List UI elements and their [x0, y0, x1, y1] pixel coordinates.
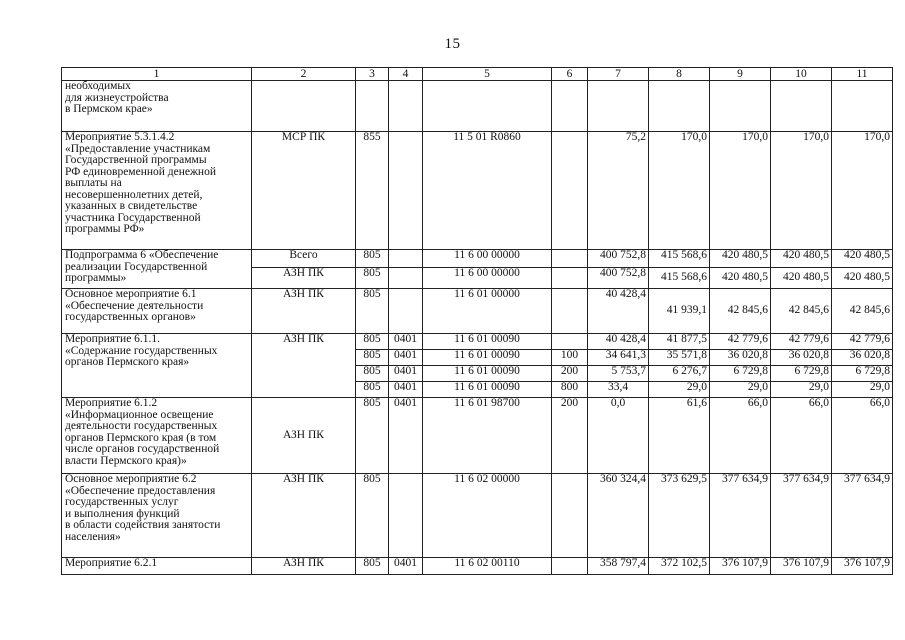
value-cell: 360 324,4	[588, 474, 649, 558]
code-cell	[552, 289, 588, 334]
value-cell: 400 752,8	[588, 268, 649, 289]
code-cell: 805	[356, 334, 389, 350]
value-cell: 42 845,6	[710, 289, 771, 334]
value-cell: 420 480,5	[771, 250, 832, 268]
code-cell: 11 6 01 98700	[423, 398, 552, 474]
administrator-cell: АЗН ПК	[252, 398, 356, 474]
column-header: 5	[423, 68, 552, 81]
administrator-cell: АЗН ПК	[252, 558, 356, 575]
table-row	[62, 558, 893, 575]
code-cell	[552, 81, 588, 132]
code-cell	[552, 334, 588, 350]
value-cell: 40 428,4	[588, 289, 649, 334]
code-cell: 800	[552, 382, 588, 398]
code-cell: 805	[356, 250, 389, 268]
administrator-cell: Всего	[252, 250, 356, 268]
value-cell: 42 779,6	[771, 334, 832, 350]
administrator-cell: МСР ПК	[252, 132, 356, 250]
value-cell: 376 107,9	[832, 558, 893, 575]
code-cell: 11 6 01 00090	[423, 334, 552, 350]
value-cell: 42 779,6	[710, 334, 771, 350]
table-row	[62, 474, 893, 558]
table-row	[62, 334, 893, 350]
row-name: Мероприятие 6.2.1	[62, 558, 252, 575]
value-cell	[588, 81, 649, 132]
value-cell: 42 845,6	[832, 289, 893, 334]
code-cell: 0401	[389, 398, 423, 474]
code-cell	[389, 250, 423, 268]
value-cell: 420 480,5	[771, 268, 832, 289]
value-cell: 358 797,4	[588, 558, 649, 575]
code-cell: 805	[356, 398, 389, 474]
value-cell: 61,6	[649, 398, 710, 474]
value-cell: 6 729,8	[832, 366, 893, 382]
code-cell: 200	[552, 398, 588, 474]
value-cell: 66,0	[771, 398, 832, 474]
column-header: 3	[356, 68, 389, 81]
code-cell: 11 6 00 00000	[423, 250, 552, 268]
value-cell: 29,0	[832, 382, 893, 398]
value-cell: 372 102,5	[649, 558, 710, 575]
code-cell: 855	[356, 132, 389, 250]
administrator-cell: АЗН ПК	[252, 289, 356, 334]
row-name: Мероприятие 6.1.2 «Информационное освещение деятельности государственных органов Пермского края (в том числе органов государственной власти Пермского края)»	[62, 398, 252, 474]
column-header: 8	[649, 68, 710, 81]
code-cell: 0401	[389, 382, 423, 398]
value-cell: 36 020,8	[771, 350, 832, 366]
value-cell: 415 568,6	[649, 250, 710, 268]
administrator-cell: АЗН ПК	[252, 474, 356, 558]
page-number: 15	[444, 36, 461, 52]
column-header: 11	[832, 68, 893, 81]
code-cell: 11 6 01 00000	[423, 289, 552, 334]
code-cell	[423, 81, 552, 132]
administrator-cell	[252, 81, 356, 132]
value-cell: 6 276,7	[649, 366, 710, 382]
code-cell: 11 5 01 R0860	[423, 132, 552, 250]
code-cell	[552, 558, 588, 575]
code-cell	[389, 268, 423, 289]
value-cell: 36 020,8	[710, 350, 771, 366]
value-cell: 66,0	[832, 398, 893, 474]
row-name: Основное мероприятие 6.2 «Обеспечение предоставления государственных услуг и выполнения функций в области содействия занятости населения»	[62, 474, 252, 558]
code-cell: 805	[356, 366, 389, 382]
value-cell: 170,0	[710, 132, 771, 250]
value-cell: 34 641,3	[588, 350, 649, 366]
code-cell: 0401	[389, 334, 423, 350]
table-row	[62, 289, 893, 334]
code-cell: 805	[356, 382, 389, 398]
value-cell: 420 480,5	[710, 268, 771, 289]
column-header: 1	[62, 68, 252, 81]
code-cell: 100	[552, 350, 588, 366]
row-name: Мероприятие 6.1.1. «Содержание государственных органов Пермского края»	[62, 334, 252, 398]
value-cell: 170,0	[832, 132, 893, 250]
value-cell: 42 845,6	[771, 289, 832, 334]
value-cell: 170,0	[649, 132, 710, 250]
value-cell: 29,0	[710, 382, 771, 398]
code-cell: 11 6 01 00090	[423, 350, 552, 366]
code-cell: 11 6 00 00000	[423, 268, 552, 289]
value-cell: 376 107,9	[710, 558, 771, 575]
value-cell: 41 939,1	[649, 289, 710, 334]
table-row	[62, 132, 893, 250]
administrator-cell: АЗН ПК	[252, 268, 356, 289]
value-cell: 29,0	[771, 382, 832, 398]
value-cell: 35 571,8	[649, 350, 710, 366]
value-cell: 42 779,6	[832, 334, 893, 350]
code-cell	[552, 132, 588, 250]
code-cell	[389, 474, 423, 558]
table-row	[62, 81, 893, 132]
value-cell: 6 729,8	[771, 366, 832, 382]
value-cell: 33,4	[588, 382, 649, 398]
code-cell: 11 6 02 00110	[423, 558, 552, 575]
value-cell: 376 107,9	[771, 558, 832, 575]
column-header: 2	[252, 68, 356, 81]
row-name: Основное мероприятие 6.1 «Обеспечение деятельности государственных органов»	[62, 289, 252, 334]
code-cell: 0401	[389, 558, 423, 575]
column-header: 4	[389, 68, 423, 81]
value-cell: 400 752,8	[588, 250, 649, 268]
code-cell: 0401	[389, 350, 423, 366]
table-row	[62, 250, 893, 268]
value-cell	[649, 81, 710, 132]
code-cell: 0401	[389, 366, 423, 382]
column-header: 6	[552, 68, 588, 81]
code-cell: 805	[356, 474, 389, 558]
code-cell: 11 6 01 00090	[423, 366, 552, 382]
code-cell	[389, 81, 423, 132]
value-cell: 36 020,8	[832, 350, 893, 366]
value-cell	[771, 81, 832, 132]
value-cell: 377 634,9	[710, 474, 771, 558]
column-header: 7	[588, 68, 649, 81]
code-cell: 11 6 02 00000	[423, 474, 552, 558]
value-cell: 420 480,5	[832, 250, 893, 268]
code-cell: 805	[356, 558, 389, 575]
value-cell: 420 480,5	[710, 250, 771, 268]
value-cell: 29,0	[649, 382, 710, 398]
value-cell: 5 753,7	[588, 366, 649, 382]
code-cell	[552, 268, 588, 289]
value-cell	[832, 81, 893, 132]
code-cell: 805	[356, 289, 389, 334]
column-number-row	[62, 68, 893, 81]
code-cell	[552, 474, 588, 558]
row-name: Подпрограмма 6 «Обеспечение реализации Государственной программы»	[62, 250, 252, 289]
budget-table	[61, 67, 893, 575]
value-cell: 420 480,5	[832, 268, 893, 289]
code-cell	[552, 250, 588, 268]
column-header: 9	[710, 68, 771, 81]
column-header: 10	[771, 68, 832, 81]
code-cell: 200	[552, 366, 588, 382]
code-cell: 805	[356, 350, 389, 366]
value-cell: 40 428,4	[588, 334, 649, 350]
value-cell: 415 568,6	[649, 268, 710, 289]
administrator-cell: АЗН ПК	[252, 334, 356, 398]
row-name: Мероприятие 5.3.1.4.2 «Предоставление участникам Государственной программы РФ единовременной денежной выплаты на несовершеннолетних детей, указанных в свидетельстве участника Государственной программы РФ»	[62, 132, 252, 250]
table-row	[62, 398, 893, 474]
value-cell: 377 634,9	[832, 474, 893, 558]
value-cell: 377 634,9	[771, 474, 832, 558]
code-cell	[356, 81, 389, 132]
row-name: необходимых для жизнеустройства в Пермском крае»	[62, 81, 252, 132]
value-cell: 170,0	[771, 132, 832, 250]
code-cell: 11 6 01 00090	[423, 382, 552, 398]
code-cell: 805	[356, 268, 389, 289]
value-cell: 6 729,8	[710, 366, 771, 382]
value-cell: 75,2	[588, 132, 649, 250]
code-cell	[389, 132, 423, 250]
value-cell: 66,0	[710, 398, 771, 474]
value-cell	[710, 81, 771, 132]
value-cell: 41 877,5	[649, 334, 710, 350]
value-cell: 0,0	[588, 398, 649, 474]
code-cell	[389, 289, 423, 334]
value-cell: 373 629,5	[649, 474, 710, 558]
